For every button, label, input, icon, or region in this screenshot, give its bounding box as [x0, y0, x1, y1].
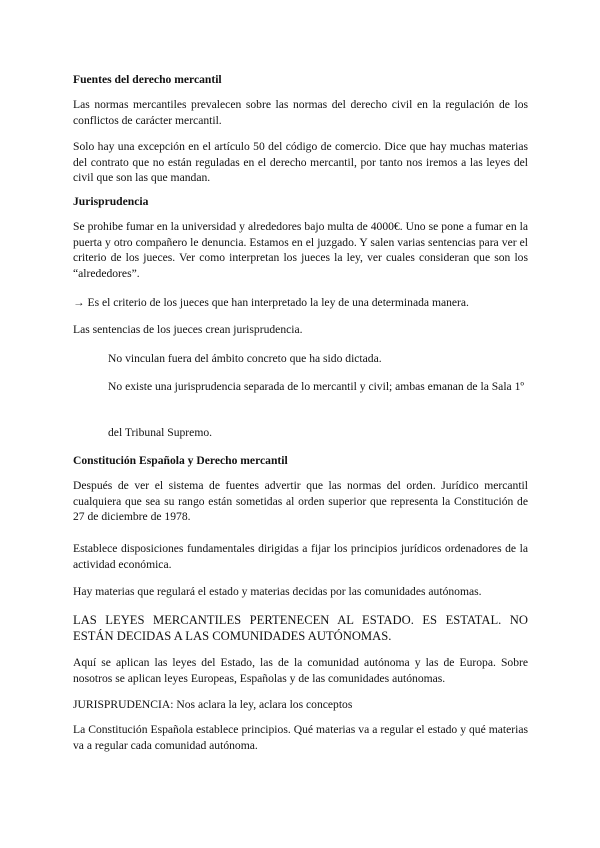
- paragraph-leyes-estatales: LAS LEYES MERCANTILES PERTENECEN AL ESTADO. ES ESTATAL. NO ESTÁN DECIDAS A LAS COMUNIDADES AUTÓNOMAS.: [73, 613, 528, 643]
- paragraph-jurisprudencia-aclara: JURISPRUDENCIA: Nos aclara la ley, aclara los conceptos: [73, 698, 353, 711]
- paragraph-no-existe: No existe una jurisprudencia separada de lo mercantil y civil; ambas emanan de la Sala 1º: [108, 380, 524, 393]
- heading-fuentes: Fuentes del derecho mercantil: [73, 73, 222, 86]
- paragraph-no-vinculan: No vinculan fuera del ámbito concreto que ha sido dictada.: [108, 352, 382, 365]
- paragraph-ejemplo-fumar: Se prohibe fumar en la universidad y alrededores bajo multa de 4000€. Uno se pone a fumar en la puerta y otro compañero le denuncia. Estamos en el juzgado. Y salen varias sentencias para ver el criterio de los jueces. Ver como interpretan los jueces la ley, ver cuales consideran que son los “alrededores”.: [73, 220, 528, 280]
- heading-constitucion: Constitución Española y Derecho mercantil: [73, 454, 288, 467]
- heading-jurisprudencia: Jurisprudencia: [73, 195, 149, 208]
- paragraph-constitucion-principios: La Constitución Española establece principios. Qué materias va a regular el estado y qué materias va a regular cada comunidad autónoma.: [73, 723, 528, 752]
- paragraph-tribunal-supremo: del Tribunal Supremo.: [108, 426, 213, 439]
- paragraph-criterio-jueces: → Es el criterio de los jueces que han interpretado la ley de una determinada manera.: [73, 296, 469, 309]
- paragraph-disposiciones: Establece disposiciones fundamentales dirigidas a fijar los principios jurídicos ordenadores de la actividad económica.: [73, 542, 528, 571]
- paragraph-sentencias: Las sentencias de los jueces crean jurisprudencia.: [73, 323, 303, 336]
- paragraph-excepcion: Solo hay una excepción en el artículo 50 del código de comercio. Dice que hay muchas materias del contrato que no están reguladas en el derecho mercantil, por tanto nos iremos a las leyes del civil que son las que mandan.: [73, 140, 528, 185]
- paragraph-leyes-aplican: Aquí se aplican las leyes del Estado, las de la comunidad autónoma y las de Europa. Sobre nosotros se aplican leyes Europeas, Españolas y de las comunidades autónomas.: [73, 656, 528, 685]
- paragraph-materias: Hay materias que regulará el estado y materias decidas por las comunidades autónomas.: [73, 585, 482, 598]
- paragraph-normas-mercantiles: Las normas mercantiles prevalecen sobre las normas del derecho civil en la regulación de los conflictos de carácter mercantil.: [73, 98, 528, 127]
- paragraph-sistema-fuentes: Después de ver el sistema de fuentes advertir que las normas del orden. Jurídico mercantil cualquiera que sea su rango están sometidas al orden superior que representa la Constitución de 27 de diciembre de 1978.: [73, 479, 528, 524]
